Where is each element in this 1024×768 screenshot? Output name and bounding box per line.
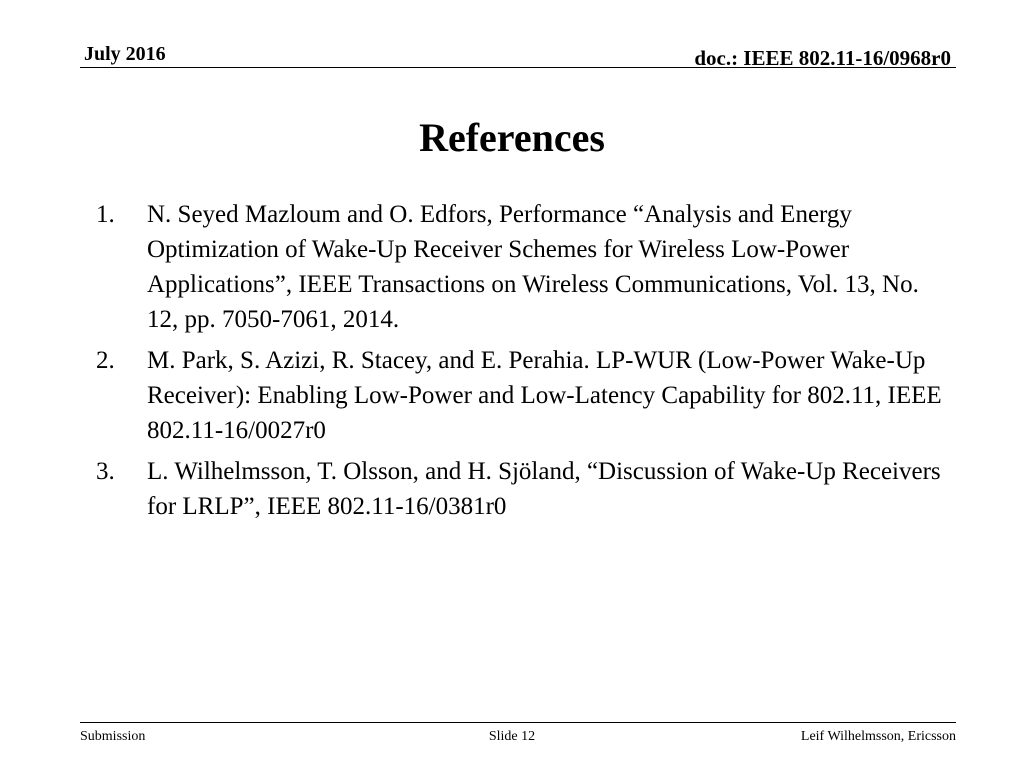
- footer-slide-number: Slide 12: [488, 729, 536, 744]
- header-doc-id: doc.: IEEE 802.11-16/0968r0: [694, 46, 951, 70]
- reference-list: [96, 197, 956, 530]
- reference-text: M. Park, S. Azizi, R. Stacey, and E. Perahia. LP-WUR (Low-Power Wake-Up Receiver): Enabling Low-Power and Low-Latency Capability for 802.11, IEEE 802.11-16/0027r0: [147, 347, 942, 444]
- reference-item-3: [96, 454, 956, 524]
- slide-title: References: [419, 115, 605, 160]
- footer-divider: [80, 722, 956, 723]
- reference-number: 1.: [96, 201, 115, 228]
- footer-author: Leif Wilhelmsson, Ericsson: [800, 729, 956, 744]
- reference-text: N. Seyed Mazloum and O. Edfors, Performance “Analysis and Energy Optimization of Wake-Up Receiver Schemes for Wireless Low-Power Applications”, IEEE Transactions on Wireless Communications, Vol. 13, No. 12, pp. 7050-7061, 2014.: [147, 201, 919, 333]
- reference-text: L. Wilhelmsson, T. Olsson, and H. Sjöland, “Discussion of Wake-Up Receivers for LRLP”, IEEE 802.11-16/0381r0: [147, 458, 941, 520]
- reference-item-1: [96, 197, 956, 337]
- header-date: July 2016: [84, 43, 166, 65]
- header-divider: [80, 67, 956, 68]
- reference-item-2: [96, 343, 956, 448]
- reference-number: 2.: [96, 347, 115, 374]
- reference-number: 3.: [96, 458, 115, 485]
- footer-submission: Submission: [80, 729, 146, 744]
